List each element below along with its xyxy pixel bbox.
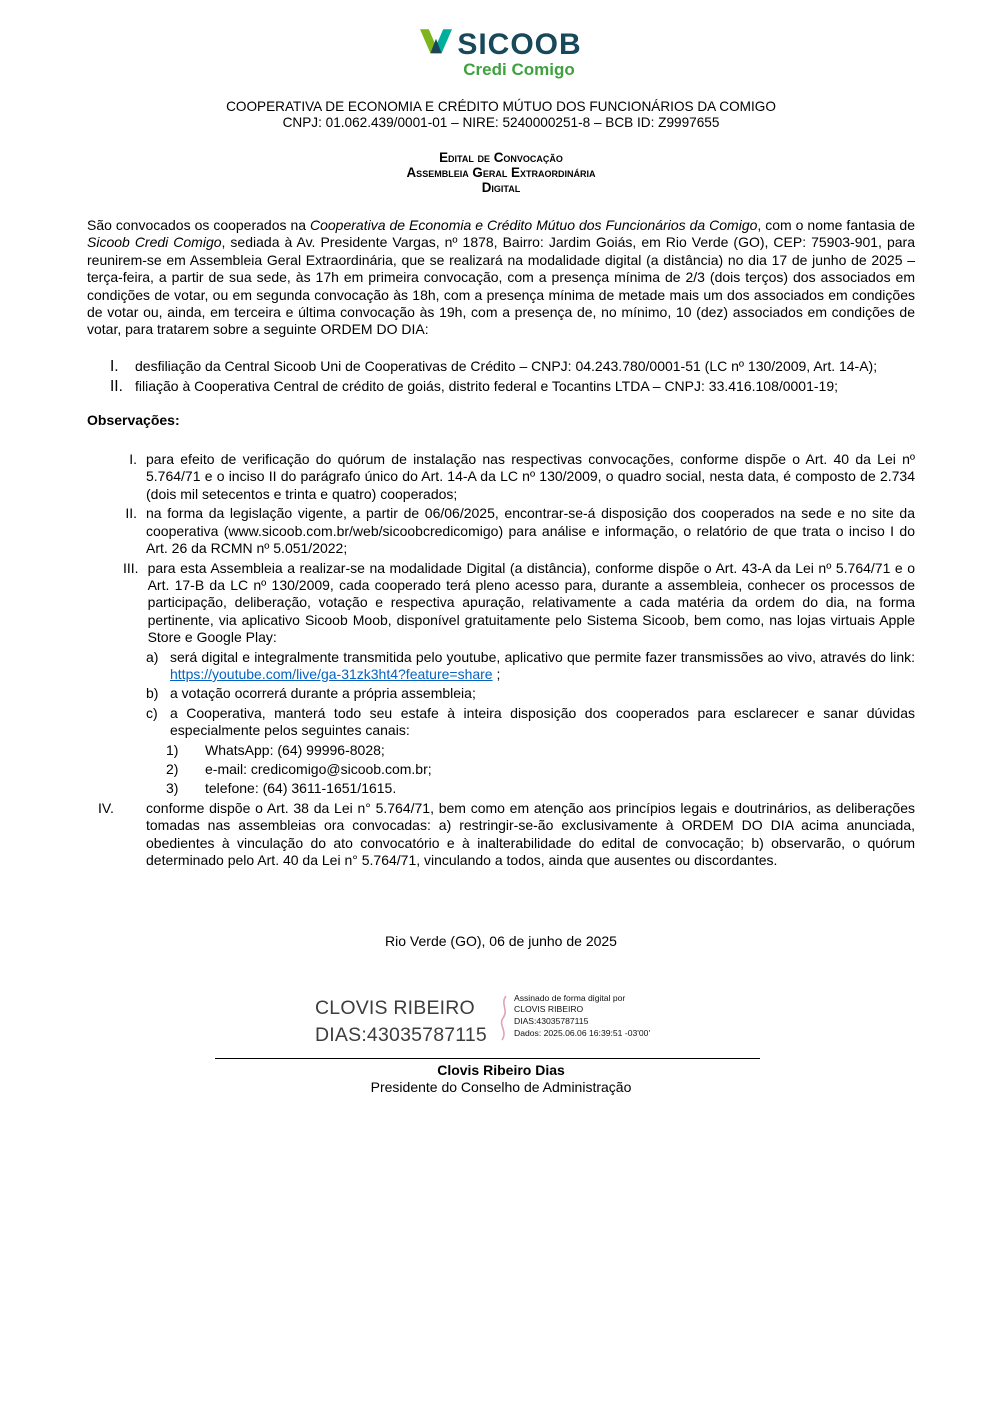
youtube-live-link[interactable]: https://youtube.com/live/ga-31zk3ht4?feature=share	[170, 665, 493, 682]
intro-paragraph	[87, 217, 915, 339]
obs-subitem-marker: a)	[146, 648, 159, 665]
obs-subitem-marker: b)	[146, 685, 159, 702]
obs-item-1	[123, 451, 915, 503]
intro-segment: São convocados os cooperados na	[87, 217, 310, 233]
observations-list	[87, 451, 915, 869]
subitem-a-after: ;	[492, 665, 501, 682]
logo	[87, 28, 915, 79]
agenda-item-2	[110, 378, 915, 395]
agenda-item-marker: II.	[110, 378, 123, 396]
note-line-4: Dados: 2025.06.06 16:39:51 -03'00'	[513, 1027, 651, 1038]
channel-email: e-mail: credicomigo@sicoob.com.br;	[205, 760, 432, 777]
obs-item-text: na forma da legislação vigente, a partir de 06/06/2025, encontrar-se-á disposição dos cooperados na sede e no site da cooperativa (www.sicoob.com.br/web/sicoobcredicomigo) para análise e informação, o relatório de que trata o inciso I do Art. 26 da RCMN nº 5.051/2022;	[146, 505, 915, 557]
obs-item-text: para efeito de verificação do quórum de instalação nas respectivas convocações, conforme dispõe o Art. 40 da Lei nº 5.764/71 e o inciso II do parágrafo único do Art. 14-A da LC nº 130/2009, o quadro social, nesta data, é composto de 2.734 (dois mil setecentos e trinta e quatro) cooperados;	[146, 451, 915, 502]
signature-note-block	[497, 993, 650, 1047]
obs-subitem-a	[146, 649, 915, 684]
subitem-a-text: será digital e integralmente transmitida pelo youtube, aplicativo que permite fazer transmissões ao vivo, através do link:	[170, 648, 915, 665]
stamp-line-1: CLOVIS RIBEIRO	[315, 996, 475, 1019]
org-header	[87, 99, 915, 132]
sicoob-wordmark: SICOOB	[457, 27, 582, 61]
note-line-1: Assinado de forma digital por	[513, 992, 626, 1003]
signature-flourish-icon	[497, 993, 510, 1047]
obs-item-4	[98, 800, 915, 870]
org-registration: CNPJ: 01.062.439/0001-01 – NIRE: 5240000251-8 – BCB ID: Z9997655	[282, 115, 720, 131]
obs-item-3	[123, 560, 915, 647]
contact-channel-2	[166, 761, 915, 778]
document-title	[87, 150, 915, 195]
contact-channel-1	[166, 742, 915, 759]
channel-marker: 2)	[166, 760, 179, 777]
doc-title-line-2: Assembleia Geral Extraordinária	[406, 165, 596, 180]
obs-subitem-c	[146, 705, 915, 740]
note-line-2: CLOVIS RIBEIRO	[513, 1004, 584, 1015]
channel-marker: 1)	[166, 741, 179, 758]
agenda-item-text: desfiliação da Central Sicoob Uni de Cooperativas de Crédito – CNPJ: 04.243.780/0001-51 (LC nº 130/2009, Art. 14-A);	[135, 357, 878, 374]
obs-subitem-marker: c)	[146, 704, 158, 721]
agenda-item-text: filiação à Cooperativa Central de crédito de goiás, distrito federal e Tocantins LTDA – CNPJ: 33.416.108/0001-19;	[135, 378, 839, 395]
obs-item-text: conforme dispõe o Art. 38 da Lei n° 5.764/71, bem como em atenção aos princípios legais e doutrinários, as deliberações tomadas nas assembleias ora convocadas: a) restringir-se-ão exclusivamente à ORDEM DO DIA acima anunciada, obedientes à vinculação do ato convocatório e à inalterabilidade do edital de convocação; b) observarão, o quórum determinado pelo Art. 40 da Lei n° 5.764/71, vinculando a todos, ainda que ausentes ou discordantes.	[146, 799, 915, 868]
sicoob-v-mark-icon	[420, 28, 452, 60]
obs-item-2	[123, 505, 915, 557]
obs-item-marker: III.	[123, 559, 139, 576]
intro-segment-trade-name: Sicoob Credi Comigo	[87, 234, 222, 251]
doc-title-line-3: Digital	[481, 180, 521, 195]
signatory-role: Presidente do Conselho de Administração	[370, 1079, 632, 1096]
contact-channel-3	[166, 780, 915, 797]
observations-heading: Observações:	[87, 411, 180, 428]
channel-phone: telefone: (64) 3611-1651/1615.	[205, 780, 397, 797]
channel-whatsapp: WhatsApp: (64) 99996-8028;	[205, 741, 385, 758]
agenda-list	[87, 358, 915, 396]
logo-row	[420, 28, 581, 60]
channel-marker: 3)	[166, 780, 179, 797]
obs-subitem-b	[146, 685, 915, 702]
signatory-name: Clovis Ribeiro Dias	[437, 1061, 565, 1078]
obs-item-marker: II.	[125, 505, 137, 522]
note-line-3: DIAS:43035787115	[513, 1016, 589, 1026]
obs-subitem-text: a votação ocorrerá durante a própria assembleia;	[170, 685, 476, 702]
agenda-item-1	[110, 358, 915, 375]
intro-segment-coop-name: Cooperativa de Economia e Crédito Mútuo dos Funcionários da Comigo	[310, 217, 758, 233]
signature-stamp-text	[315, 995, 487, 1050]
stamp-line-2: DIAS:43035787115	[315, 1024, 487, 1047]
doc-title-line-1: Edital de Convocação	[439, 150, 563, 165]
obs-subitem-text	[170, 649, 915, 684]
obs-subitem-text: a Cooperativa, manterá todo seu estafe à inteira disposição dos cooperados para esclarecer e sanar dúvidas especialmente pelos seguintes canais:	[170, 704, 915, 739]
signature-note-text	[514, 993, 650, 1047]
obs-item-marker: IV.	[98, 799, 114, 816]
agenda-item-marker: I.	[110, 357, 119, 375]
signature-rule	[215, 1058, 760, 1059]
obs-item-text: para esta Assembleia a realizar-se na modalidade Digital (a distância), conforme dispõe o Art. 43-A da Lei nº 5.764/71 e o Art. 17-B da LC nº 130/2009, cada cooperado terá pleno acesso para, durante a assembleia, conhecer os processos de participação, deliberação, votação e respectiva apuração, relativamente a cada matéria da ordem do dia, na forma pertinente, via aplicativo Sicoob Moob, disponível gratuitamente pelo Sistema Sicoob, bem como, nas lojas virtuais Apple Store e Google Play:	[147, 559, 915, 646]
digital-signature-stamp	[315, 992, 915, 1050]
intro-segment: , com o nome fantasia de	[757, 217, 916, 233]
intro-segment: , sediada à Av. Presidente Vargas, nº 1878, Bairro: Jardim Goiás, em Rio Verde (GO), CEP: 75903-901, para reunirem-se em Assembleia Geral Extraordinária, que se realizará na modalidade digital (a distância) no dia 17 de junho de 2025 – terça-feira, a partir de sua sede, às 17h em primeira convocação, com a presença mínima de 2/3 (dois terços) dos associados em condições de votar, ou em segunda convocação às 18h, com a presença mínima de metade mais um dos associados em condições de votar ou, ainda, em terceira e última convocação às 19h, com a presença de, no mínimo, 10 (dez) associados em condições de votar, para tratarem sobre a seguinte ORDEM DO DIA:	[87, 234, 915, 338]
date-line: Rio Verde (GO), 06 de junho de 2025	[385, 933, 617, 950]
org-name: COOPERATIVA DE ECONOMIA E CRÉDITO MÚTUO DOS FUNCIONÁRIOS DA COMIGO	[226, 98, 776, 114]
logo-tagline: Credi Comigo	[463, 60, 575, 80]
obs-item-marker: I.	[129, 451, 137, 468]
